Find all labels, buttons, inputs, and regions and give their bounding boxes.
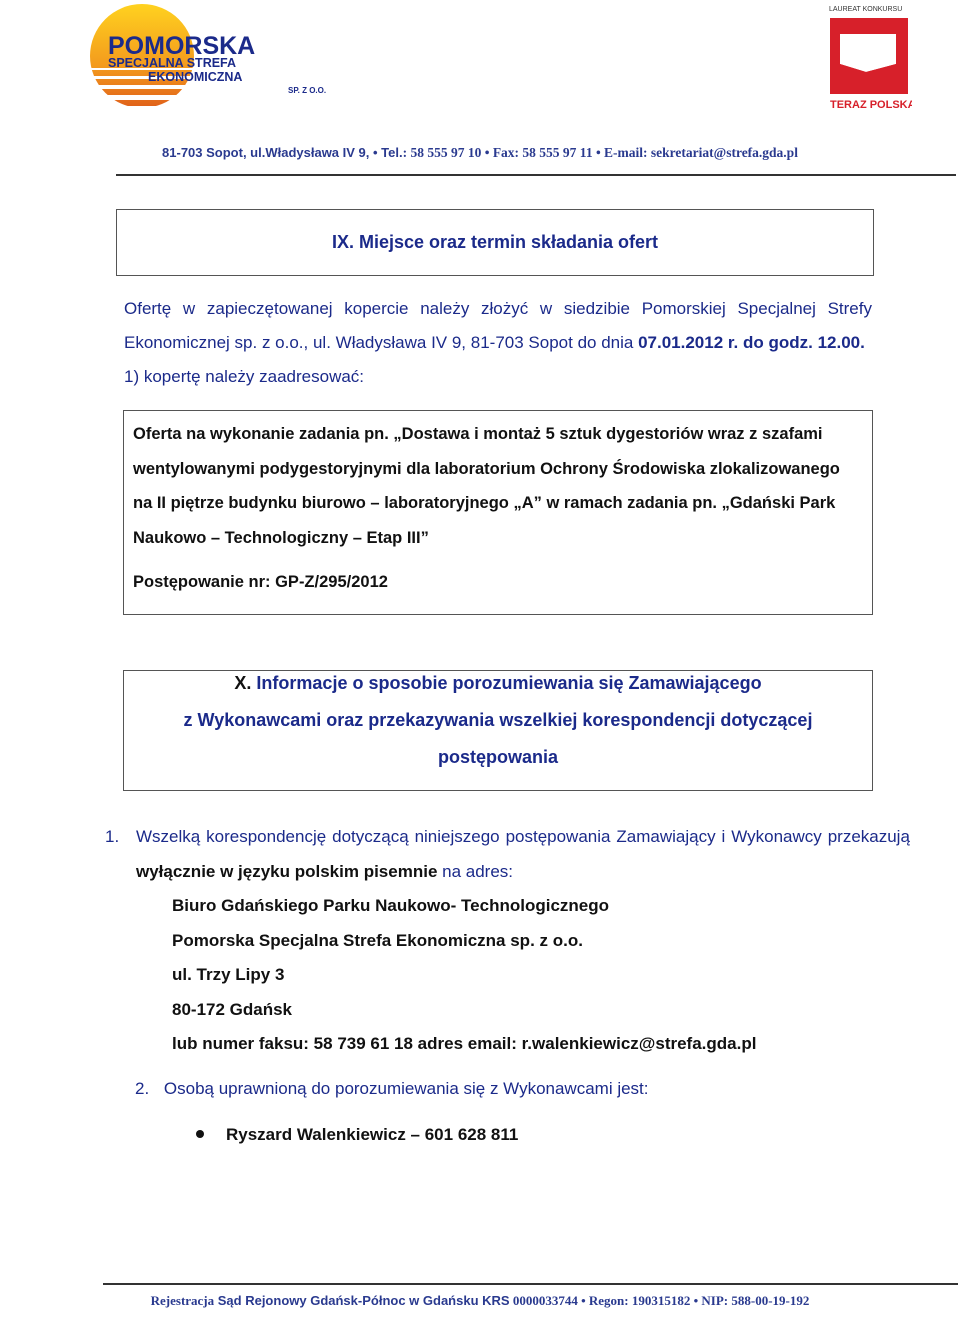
logo-text-1: POMORSKA xyxy=(108,32,256,60)
point-1-line-1-word: Zamawiający xyxy=(616,827,716,846)
procedure-number: Postępowanie nr: GP-Z/295/2012 xyxy=(133,573,388,591)
offer-label-box xyxy=(123,410,873,615)
offer-line-1-word: kopercie xyxy=(344,299,409,318)
point-1-line-1-word: dotyczącą xyxy=(332,827,409,846)
correspondence-address xyxy=(172,889,756,1062)
offer-line-1-word: Pomorskiej xyxy=(641,299,726,318)
section-10-title-text-1: Informacje o sposobie porozumiewania się Zamawiającego xyxy=(251,673,762,693)
offer-line-1-word: siedzibie xyxy=(563,299,631,318)
section-10-title-2: z Wykonawcami oraz przekazywania wszelkiej korespondencji dotyczącej xyxy=(183,710,813,730)
offer-label-line-1: Oferta na wykonanie zadania pn. „Dostawa i montaż 5 sztuk dygestoriów wraz z szafami xyxy=(133,425,823,443)
footer-divider xyxy=(103,1283,958,1285)
point-1-line-1-word: przekazują xyxy=(827,827,910,846)
offer-line-1-word: w xyxy=(539,299,553,318)
header-address: 81-703 Sopot, ul.Władysława IV 9, • Tel. xyxy=(162,145,403,160)
award-caption: LAUREAT KONKURSU xyxy=(829,6,903,13)
point-1-number: 1. xyxy=(105,827,120,846)
bullet-icon xyxy=(196,1130,204,1138)
header-contact xyxy=(0,145,960,161)
offer-line-1-word: Ofertę xyxy=(124,299,172,318)
section-10-title-1 xyxy=(124,673,872,694)
offer-label-line-2: wentylowanymi podygestoryjnymi dla laboratorium Ochrony Środowiska zlokalizowanego xyxy=(133,459,840,478)
offer-line-1-word: złożyć xyxy=(481,299,529,318)
offer-line-2 xyxy=(124,326,872,360)
point-2-number: 2. xyxy=(135,1079,150,1098)
address-line-1: Biuro Gdańskiego Parku Naukowo- Technologicznego xyxy=(172,896,610,915)
logo-text-2: SPECJALNA STREFA xyxy=(108,56,237,70)
section-10-box xyxy=(123,670,873,791)
point-1-line-1-word: korespondencję xyxy=(206,827,327,846)
header-divider xyxy=(116,174,956,176)
contact-person-item xyxy=(196,1118,518,1152)
address-line-2: Pomorska Specjalna Strefa Ekonomiczna sp. z o.o. xyxy=(172,930,583,950)
footer-reg-label: Rejestracja xyxy=(150,1293,215,1308)
offer-label-text xyxy=(133,417,840,600)
section-10-number: X. xyxy=(234,673,252,693)
section-9-title: IX. Miejsce oraz termin składania ofert xyxy=(331,232,659,252)
footer-court: Sąd Rejonowy Gdańsk-Północ w Gdańsku KRS xyxy=(214,1293,510,1308)
teraz-polska-award-logo xyxy=(826,4,912,112)
point-2-text: Osobą uprawnioną do porozumiewania się z Wykonawcami jest: xyxy=(163,1079,649,1098)
footer-registration xyxy=(0,1293,960,1309)
footer-ids: 0000033744 • Regon: 190315182 • NIP: 588-00-19-192 xyxy=(509,1293,810,1308)
point-1-line-1-word: Wykonawcy xyxy=(731,827,822,846)
address-line-3: ul. Trzy Lipy 3 xyxy=(172,965,285,984)
offer-submission-paragraph xyxy=(124,292,872,394)
offer-line-1 xyxy=(124,292,872,326)
offer-line-1-word: należy xyxy=(420,299,470,318)
point-2 xyxy=(135,1072,649,1106)
section-9-box xyxy=(116,209,874,276)
point-1-line-1-word: Wszelką xyxy=(136,827,201,846)
offer-line-2-text: Ekonomicznej sp. z o.o., ul. Władysława IV 9, 81-703 Sopot do dnia xyxy=(124,333,639,352)
award-brand: TERAZ POLSKA xyxy=(830,99,912,111)
offer-line-1-word: w xyxy=(182,299,196,318)
offer-line-1-word: Specjalnej xyxy=(737,299,816,318)
header-phones-email: : 58 555 97 10 • Fax: 58 555 97 11 • E-mail: sekretariat@strefa.gda.pl xyxy=(402,145,798,160)
offer-line-3: 1) kopertę należy zaadresować: xyxy=(124,367,365,386)
point-1-line-2 xyxy=(136,855,910,890)
point-1-line-1-word: i xyxy=(721,827,726,846)
point-1-line-1 xyxy=(136,820,910,855)
offer-line-1-word: Strefy xyxy=(827,299,872,318)
address-line-5: lub numer faksu: 58 739 61 18 adres email: r.walenkiewicz@strefa.gda.pl xyxy=(172,1034,757,1053)
offer-label-line-3: na II piętrze budynku biurowo – laboratoryjnego „A” w ramach zadania pn. „Gdański Park xyxy=(133,494,836,512)
logo-text-4: SP. Z O.O. xyxy=(288,86,327,95)
contact-person: Ryszard Walenkiewicz – 601 628 811 xyxy=(226,1125,519,1144)
section-10-title-3: postępowania xyxy=(437,747,558,767)
offer-deadline: 07.01.2012 r. do godz. 12.00. xyxy=(638,333,865,352)
company-logo xyxy=(52,4,362,116)
address-line-4: 80-172 Gdańsk xyxy=(172,999,293,1019)
point-1-line-1-word: niniejszego xyxy=(414,827,500,846)
point-1-line-2-text: na adres: xyxy=(437,861,514,881)
point-1-emphasis: wyłącznie w języku polskim pisemnie xyxy=(136,861,438,881)
point-1-line-1-word: postępowania xyxy=(505,827,611,846)
point-1-text xyxy=(136,820,910,889)
logo-text-3: EKONOMICZNA xyxy=(148,70,243,84)
offer-line-1-word: zapieczętowanej xyxy=(206,299,333,318)
offer-label-line-4: Naukowo – Technologiczny – Etap III” xyxy=(133,528,429,547)
